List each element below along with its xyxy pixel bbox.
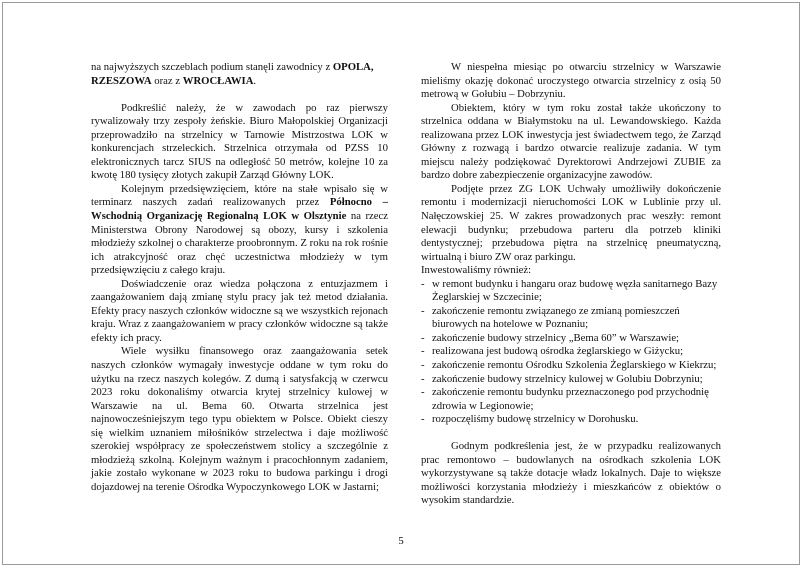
list-item: - zakończenie remontu związanego ze zmianą pomieszczeń biurowych na hotelowe w Poznaniu; xyxy=(421,304,680,331)
organization-name: Północno – Wschodnią Organizację Regionalną LOK w Olsztynie xyxy=(91,196,388,222)
city-wroclaw: WROCŁAWIA xyxy=(182,74,254,87)
list-item: - realizowana jest budową ośrodka żeglarskiego w Giżycku; xyxy=(421,345,684,358)
city-opole: OPOLA, xyxy=(332,61,374,73)
camps-text-end: na rzecz Ministerstwa Obrony Narodowej są obozy, kursy i szkolenia młodzieży szkolnej o charakterze proobronnym. Z roku na rok rośnie ich atrakcyjność oraz chęć uczestnictwa młodzieży w tym przedsięwzięciu z całego kraju. xyxy=(91,209,388,277)
paragraph-local-grants: Godnym podkreślenia jest, że w przypadku realizowanych prac remontowo – budowlanych na ośrodkach szkolenia LOK wykorzystywane są także dotacje władz lokalnych. Daje to większe możliwości korzystania młodzieży i mieszkańców z obiektów o wysokim standardzie. xyxy=(421,440,721,507)
paragraph-lublin: Podjęte przez ZG LOK Uchwały umożliwiły dokończenie remontu i modernizacji nieruchomości LOK w Lublinie przy ul. Nałęczowskiej 25. W zakres prowadzonych prac weszły: remont elewacji budynku; przebudowa parteru dla potrzeb kliniki dentystycznej; przebudowa piętra na strzelnicę pneumatyczną, wirtualną i biuro ZW oraz parkingu. xyxy=(421,182,721,263)
paragraph-podium xyxy=(91,61,388,88)
camps-text-start: Kolejnym przedsięwzięciem, które na stałe wpisało się w terminarz naszych zadań realizowanych przez xyxy=(91,182,388,209)
document-page xyxy=(2,2,800,565)
list-item: - zakończenie budowy strzelnicy „Bema 60” w Warszawie; xyxy=(421,331,680,344)
paragraph-opening: W niespełna miesiąc po otwarciu strzelnicy w Warszawie mieliśmy okazję dokonać uroczystego otwarcia strzelnicy z osią 50 metrową w Gołubiu – Dobrzyniu. xyxy=(421,61,721,101)
page-number: 5 xyxy=(398,535,404,547)
list-intro: Inwestowaliśmy również: xyxy=(421,264,532,277)
list-item: - zakończenie remontu Ośrodku Szkolenia Żeglarskiego w Kiekrzu; xyxy=(421,359,717,372)
paragraph-camps xyxy=(91,183,388,278)
podium-text-mid: oraz z xyxy=(151,74,183,87)
list-item: - w remont budynku i hangaru oraz budowę węzła sanitarnego Bazy Żeglarskiej w Szczecinie; xyxy=(421,277,718,304)
paragraph-experience: Doświadczenie oraz wiedza połączona z entuzjazmem i zaangażowaniem dają zmianę stylu pracy jak też metod działania. Efekty pracy naszych członków widoczne są we wszystkich rejonach kraju. Wraz z zaangażowaniem w pracy członków widoczne są także efekty ich pracy. xyxy=(91,277,388,344)
paragraph-bialystok: Obiektem, który w tym roku został także ukończony to strzelnica oddana w Białymstoku na ul. Lewandowskiego. Każda realizowana przez LOK inwestycja jest świadectwem tego, że Zarząd Główny z rozwagą i bardzo otwarcie realizuje zadania. W tym miejscu należy podziękować Dyrektorowi Andrzejowi ZUBIE za bardzo dobre zabezpieczenie organizacyjne zawodów. xyxy=(421,101,721,182)
investment-list xyxy=(421,278,721,427)
paragraph-women-teams: Podkreślić należy, że w zawodach po raz pierwszy rywalizowały trzy zespoły żeńskie. Biuro Małopolskiej Organizacji przeprowadziło na strzelnicy w Tarnowie Mistrzostwa LOK w konkurencjach strzeleckich. Strzelnica otrzymała od PZSS 10 elektronicznych tarcz SIUS na odległość 50 metrów, kolejne 10 za kwotę 180 tysięcy złotych zakupił Zarząd Główny LOK. xyxy=(91,101,388,182)
list-item: - zakończenie budowy strzelnicy kulowej w Golubiu Dobrzyniu; xyxy=(421,372,703,385)
list-item: - rozpoczęliśmy budowę strzelnicy w Dorohusku. xyxy=(421,413,639,426)
city-rzeszow: RZESZOWA xyxy=(91,74,152,87)
list-item: - zakończenie remontu budynku przeznaczonego pod przychodnię zdrowia w Legionowie; xyxy=(421,386,709,412)
right-column xyxy=(421,61,721,508)
podium-text: na najwyższych szczeblach podium stanęli zawodnicy z xyxy=(91,61,333,73)
left-column xyxy=(91,61,388,494)
podium-text-end: . xyxy=(253,74,257,87)
paragraph-investments: Wiele wysiłku finansowego oraz zaangażowania setek naszych członków wymagały inwestycje oddane w tym roku do użytku na rzecz naszych kolegów. Z dumą i satysfakcją w czerwcu 2023 roku dokonaliśmy otwarcia krytej strzelnicy kulowej w Warszawie na ul. Bema 60. Otwarta strzelnica jest najnowocześniejszym tego typu obiektem w Polsce. Obiekt cieszy się wielkim uznaniem miłośników strzelectwa i daje możliwość szerokiej współpracy ze społeczeństwem stolicy a szczególnie z młodzieżą szkolną. Kolejnym ważnym i pracochłonnym zadaniem, jakie zostało wykonane w 2023 roku to budowa parkingu i drogi dojazdowej na terenie Ośrodka Wypoczynkowego LOK w Jastarni; xyxy=(91,345,388,493)
